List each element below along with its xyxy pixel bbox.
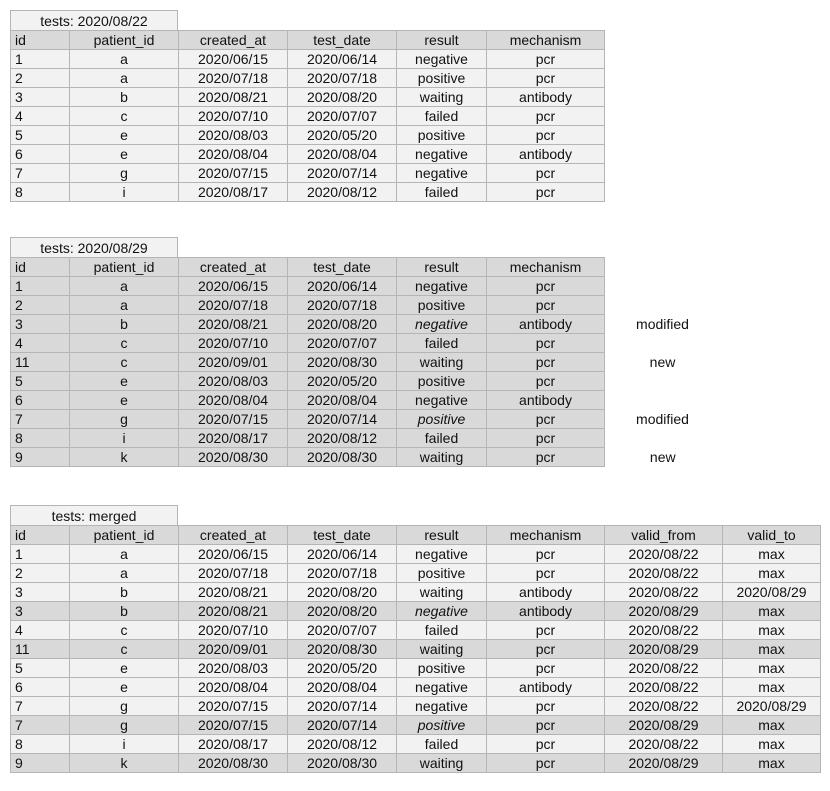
cell-id: 6 — [11, 391, 70, 410]
cell-id: 3 — [11, 88, 70, 107]
table-row — [11, 659, 821, 678]
cell-valid-from: 2020/08/29 — [605, 640, 723, 659]
column-header: id — [11, 258, 70, 277]
cell-mechanism: pcr — [487, 429, 605, 448]
column-header: test_date — [288, 526, 397, 545]
cell-created-at: 2020/08/17 — [179, 735, 288, 754]
cell-id: 7 — [11, 164, 70, 183]
cell-created-at: 2020/07/18 — [179, 564, 288, 583]
cell-mechanism: pcr — [487, 735, 605, 754]
cell-result: negative — [397, 164, 487, 183]
cell-created-at: 2020/07/15 — [179, 164, 288, 183]
cell-patient-id: c — [70, 107, 179, 126]
cell-patient-id: i — [70, 183, 179, 202]
column-header: valid_from — [605, 526, 723, 545]
table-row — [11, 183, 605, 202]
cell-id: 8 — [11, 183, 70, 202]
cell-result: failed — [397, 429, 487, 448]
cell-result: negative — [397, 678, 487, 697]
cell-test-date: 2020/08/04 — [288, 145, 397, 164]
column-header: result — [397, 31, 487, 50]
cell-result: negative — [397, 602, 487, 621]
column-header: created_at — [179, 31, 288, 50]
cell-result: failed — [397, 735, 487, 754]
cell-valid-from: 2020/08/22 — [605, 583, 723, 602]
cell-mechanism: antibody — [487, 583, 605, 602]
table-row — [11, 697, 821, 716]
table-row — [11, 448, 721, 467]
table-row — [11, 353, 721, 372]
row-note: new — [605, 448, 721, 467]
row-note — [605, 372, 721, 391]
cell-mechanism: pcr — [487, 697, 605, 716]
cell-created-at: 2020/08/21 — [179, 583, 288, 602]
cell-created-at: 2020/08/21 — [179, 315, 288, 334]
cell-created-at: 2020/07/15 — [179, 697, 288, 716]
cell-mechanism: pcr — [487, 353, 605, 372]
cell-test-date: 2020/08/30 — [288, 754, 397, 773]
table-row — [11, 583, 821, 602]
cell-valid-from: 2020/08/22 — [605, 545, 723, 564]
cell-valid-to: max — [723, 754, 821, 773]
cell-valid-from: 2020/08/22 — [605, 678, 723, 697]
cell-result: negative — [397, 145, 487, 164]
cell-patient-id: e — [70, 145, 179, 164]
cell-result: negative — [397, 697, 487, 716]
table-row — [11, 716, 821, 735]
data-table — [10, 257, 721, 467]
header-row — [11, 526, 821, 545]
table-row — [11, 391, 721, 410]
cell-patient-id: c — [70, 621, 179, 640]
cell-mechanism: antibody — [487, 145, 605, 164]
cell-result: failed — [397, 183, 487, 202]
cell-created-at: 2020/08/30 — [179, 754, 288, 773]
cell-id: 7 — [11, 716, 70, 735]
table-row — [11, 564, 821, 583]
cell-mechanism: pcr — [487, 372, 605, 391]
cell-mechanism: pcr — [487, 277, 605, 296]
cell-result: failed — [397, 334, 487, 353]
cell-patient-id: e — [70, 678, 179, 697]
table-caption: tests: merged — [10, 505, 178, 525]
table-row — [11, 735, 821, 754]
cell-result: negative — [397, 315, 487, 334]
cell-patient-id: g — [70, 716, 179, 735]
column-header: result — [397, 526, 487, 545]
cell-created-at: 2020/06/15 — [179, 277, 288, 296]
cell-mechanism: pcr — [487, 754, 605, 773]
table-row — [11, 126, 605, 145]
cell-test-date: 2020/07/14 — [288, 697, 397, 716]
cell-valid-from: 2020/08/29 — [605, 716, 723, 735]
cell-test-date: 2020/05/20 — [288, 126, 397, 145]
cell-id: 3 — [11, 602, 70, 621]
cell-patient-id: c — [70, 334, 179, 353]
cell-id: 7 — [11, 697, 70, 716]
cell-created-at: 2020/07/10 — [179, 107, 288, 126]
cell-valid-from: 2020/08/22 — [605, 697, 723, 716]
column-header: created_at — [179, 526, 288, 545]
cell-result: negative — [397, 391, 487, 410]
cell-created-at: 2020/06/15 — [179, 50, 288, 69]
row-note — [605, 296, 721, 315]
column-header: created_at — [179, 258, 288, 277]
cell-test-date: 2020/07/14 — [288, 716, 397, 735]
cell-created-at: 2020/07/15 — [179, 716, 288, 735]
table-row — [11, 429, 721, 448]
cell-valid-to: max — [723, 621, 821, 640]
table-row — [11, 640, 821, 659]
cell-test-date: 2020/05/20 — [288, 659, 397, 678]
cell-patient-id: e — [70, 372, 179, 391]
cell-test-date: 2020/08/12 — [288, 735, 397, 754]
cell-id: 1 — [11, 50, 70, 69]
cell-created-at: 2020/08/03 — [179, 659, 288, 678]
cell-result: positive — [397, 126, 487, 145]
cell-created-at: 2020/08/17 — [179, 429, 288, 448]
table-row — [11, 621, 821, 640]
column-header: id — [11, 526, 70, 545]
cell-patient-id: e — [70, 126, 179, 145]
table-caption: tests: 2020/08/29 — [10, 237, 178, 257]
cell-mechanism: pcr — [487, 545, 605, 564]
cell-valid-from: 2020/08/22 — [605, 735, 723, 754]
cell-test-date: 2020/07/07 — [288, 621, 397, 640]
table-row — [11, 164, 605, 183]
cell-patient-id: a — [70, 69, 179, 88]
column-header: patient_id — [70, 31, 179, 50]
column-header: mechanism — [487, 258, 605, 277]
table-row — [11, 545, 821, 564]
cell-result: negative — [397, 545, 487, 564]
cell-valid-to: max — [723, 735, 821, 754]
cell-valid-to: max — [723, 678, 821, 697]
table-row — [11, 69, 605, 88]
cell-mechanism: antibody — [487, 391, 605, 410]
table-block-snapshot-0822 — [10, 10, 605, 202]
cell-patient-id: k — [70, 754, 179, 773]
cell-id: 6 — [11, 678, 70, 697]
cell-mechanism: pcr — [487, 107, 605, 126]
cell-test-date: 2020/07/07 — [288, 107, 397, 126]
cell-test-date: 2020/08/20 — [288, 583, 397, 602]
cell-valid-from: 2020/08/22 — [605, 564, 723, 583]
cell-test-date: 2020/07/18 — [288, 296, 397, 315]
cell-patient-id: a — [70, 545, 179, 564]
cell-test-date: 2020/08/04 — [288, 678, 397, 697]
cell-patient-id: i — [70, 429, 179, 448]
cell-test-date: 2020/08/04 — [288, 391, 397, 410]
cell-mechanism: pcr — [487, 564, 605, 583]
cell-created-at: 2020/06/15 — [179, 545, 288, 564]
table-row — [11, 277, 721, 296]
cell-mechanism: pcr — [487, 183, 605, 202]
table-row — [11, 334, 721, 353]
row-note: modified — [605, 315, 721, 334]
cell-patient-id: g — [70, 697, 179, 716]
data-table — [10, 525, 821, 773]
note-spacer — [605, 258, 721, 277]
table-row — [11, 107, 605, 126]
table-block-snapshot-0829 — [10, 237, 721, 467]
cell-mechanism: pcr — [487, 69, 605, 88]
cell-mechanism: antibody — [487, 602, 605, 621]
cell-id: 3 — [11, 315, 70, 334]
cell-created-at: 2020/08/03 — [179, 126, 288, 145]
cell-created-at: 2020/09/01 — [179, 640, 288, 659]
cell-test-date: 2020/05/20 — [288, 372, 397, 391]
cell-valid-to: 2020/08/29 — [723, 583, 821, 602]
cell-created-at: 2020/07/18 — [179, 296, 288, 315]
cell-result: negative — [397, 277, 487, 296]
data-table — [10, 30, 605, 202]
cell-result: failed — [397, 107, 487, 126]
cell-id: 4 — [11, 107, 70, 126]
cell-patient-id: c — [70, 640, 179, 659]
cell-valid-to: max — [723, 716, 821, 735]
cell-test-date: 2020/06/14 — [288, 545, 397, 564]
table-row — [11, 88, 605, 107]
cell-result: positive — [397, 716, 487, 735]
cell-id: 4 — [11, 334, 70, 353]
cell-test-date: 2020/08/12 — [288, 429, 397, 448]
cell-test-date: 2020/08/12 — [288, 183, 397, 202]
cell-result: positive — [397, 659, 487, 678]
cell-test-date: 2020/08/30 — [288, 353, 397, 372]
column-header: mechanism — [487, 526, 605, 545]
cell-valid-to: max — [723, 545, 821, 564]
cell-id: 1 — [11, 277, 70, 296]
row-note — [605, 277, 721, 296]
cell-created-at: 2020/08/17 — [179, 183, 288, 202]
cell-created-at: 2020/07/18 — [179, 69, 288, 88]
column-header: test_date — [288, 258, 397, 277]
cell-patient-id: a — [70, 277, 179, 296]
cell-valid-from: 2020/08/29 — [605, 754, 723, 773]
cell-result: failed — [397, 621, 487, 640]
table-row — [11, 50, 605, 69]
cell-test-date: 2020/08/30 — [288, 640, 397, 659]
cell-id: 1 — [11, 545, 70, 564]
column-header: patient_id — [70, 258, 179, 277]
cell-mechanism: antibody — [487, 315, 605, 334]
table-row — [11, 410, 721, 429]
table-row — [11, 315, 721, 334]
cell-created-at: 2020/09/01 — [179, 353, 288, 372]
column-header: patient_id — [70, 526, 179, 545]
table-row — [11, 296, 721, 315]
cell-valid-to: 2020/08/29 — [723, 697, 821, 716]
cell-id: 2 — [11, 69, 70, 88]
cell-patient-id: b — [70, 583, 179, 602]
table-row — [11, 678, 821, 697]
cell-valid-from: 2020/08/22 — [605, 659, 723, 678]
table-row — [11, 754, 821, 773]
header-row — [11, 31, 605, 50]
cell-patient-id: a — [70, 296, 179, 315]
cell-id: 6 — [11, 145, 70, 164]
cell-test-date: 2020/07/18 — [288, 69, 397, 88]
cell-created-at: 2020/08/04 — [179, 391, 288, 410]
column-header: valid_to — [723, 526, 821, 545]
cell-result: negative — [397, 50, 487, 69]
cell-id: 5 — [11, 372, 70, 391]
cell-test-date: 2020/06/14 — [288, 277, 397, 296]
table-row — [11, 372, 721, 391]
cell-mechanism: pcr — [487, 126, 605, 145]
cell-test-date: 2020/08/20 — [288, 602, 397, 621]
row-note: new — [605, 353, 721, 372]
column-header: id — [11, 31, 70, 50]
cell-mechanism: pcr — [487, 621, 605, 640]
row-note: modified — [605, 410, 721, 429]
cell-id: 9 — [11, 754, 70, 773]
cell-test-date: 2020/08/20 — [288, 88, 397, 107]
cell-test-date: 2020/07/14 — [288, 410, 397, 429]
cell-created-at: 2020/07/15 — [179, 410, 288, 429]
cell-id: 4 — [11, 621, 70, 640]
cell-id: 7 — [11, 410, 70, 429]
cell-patient-id: b — [70, 602, 179, 621]
cell-id: 2 — [11, 564, 70, 583]
cell-patient-id: g — [70, 164, 179, 183]
cell-mechanism: antibody — [487, 678, 605, 697]
cell-test-date: 2020/06/14 — [288, 50, 397, 69]
cell-id: 11 — [11, 353, 70, 372]
cell-patient-id: c — [70, 353, 179, 372]
cell-patient-id: g — [70, 410, 179, 429]
cell-id: 9 — [11, 448, 70, 467]
cell-test-date: 2020/08/20 — [288, 315, 397, 334]
cell-created-at: 2020/08/03 — [179, 372, 288, 391]
cell-result: positive — [397, 372, 487, 391]
cell-created-at: 2020/08/30 — [179, 448, 288, 467]
cell-mechanism: pcr — [487, 296, 605, 315]
header-row — [11, 258, 721, 277]
cell-id: 2 — [11, 296, 70, 315]
cell-created-at: 2020/07/10 — [179, 334, 288, 353]
cell-mechanism: pcr — [487, 716, 605, 735]
cell-result: waiting — [397, 640, 487, 659]
cell-result: positive — [397, 296, 487, 315]
cell-mechanism: pcr — [487, 640, 605, 659]
cell-valid-from: 2020/08/29 — [605, 602, 723, 621]
cell-result: waiting — [397, 448, 487, 467]
cell-patient-id: k — [70, 448, 179, 467]
table-block-merged — [10, 505, 821, 773]
cell-patient-id: b — [70, 315, 179, 334]
cell-mechanism: pcr — [487, 659, 605, 678]
cell-patient-id: a — [70, 50, 179, 69]
cell-id: 5 — [11, 659, 70, 678]
table-caption: tests: 2020/08/22 — [10, 10, 178, 30]
table-row — [11, 145, 605, 164]
cell-id: 3 — [11, 583, 70, 602]
cell-patient-id: e — [70, 391, 179, 410]
column-header: mechanism — [487, 31, 605, 50]
cell-valid-to: max — [723, 640, 821, 659]
cell-mechanism: pcr — [487, 448, 605, 467]
cell-created-at: 2020/07/10 — [179, 621, 288, 640]
cell-result: positive — [397, 564, 487, 583]
column-header: test_date — [288, 31, 397, 50]
cell-patient-id: e — [70, 659, 179, 678]
cell-id: 5 — [11, 126, 70, 145]
cell-test-date: 2020/08/30 — [288, 448, 397, 467]
column-header: result — [397, 258, 487, 277]
cell-patient-id: a — [70, 564, 179, 583]
cell-valid-to: max — [723, 564, 821, 583]
cell-valid-to: max — [723, 659, 821, 678]
cell-valid-to: max — [723, 602, 821, 621]
cell-result: waiting — [397, 88, 487, 107]
cell-result: waiting — [397, 754, 487, 773]
cell-valid-from: 2020/08/22 — [605, 621, 723, 640]
cell-mechanism: pcr — [487, 164, 605, 183]
cell-id: 8 — [11, 735, 70, 754]
cell-mechanism: antibody — [487, 88, 605, 107]
cell-created-at: 2020/08/21 — [179, 88, 288, 107]
cell-patient-id: b — [70, 88, 179, 107]
cell-mechanism: pcr — [487, 410, 605, 429]
table-row — [11, 602, 821, 621]
cell-id: 8 — [11, 429, 70, 448]
cell-created-at: 2020/08/04 — [179, 678, 288, 697]
cell-patient-id: i — [70, 735, 179, 754]
cell-mechanism: pcr — [487, 50, 605, 69]
cell-test-date: 2020/07/07 — [288, 334, 397, 353]
row-note — [605, 391, 721, 410]
cell-created-at: 2020/08/21 — [179, 602, 288, 621]
cell-result: positive — [397, 410, 487, 429]
cell-mechanism: pcr — [487, 334, 605, 353]
cell-result: positive — [397, 69, 487, 88]
cell-result: waiting — [397, 353, 487, 372]
cell-test-date: 2020/07/18 — [288, 564, 397, 583]
cell-result: waiting — [397, 583, 487, 602]
cell-id: 11 — [11, 640, 70, 659]
row-note — [605, 334, 721, 353]
row-note — [605, 429, 721, 448]
cell-test-date: 2020/07/14 — [288, 164, 397, 183]
cell-created-at: 2020/08/04 — [179, 145, 288, 164]
